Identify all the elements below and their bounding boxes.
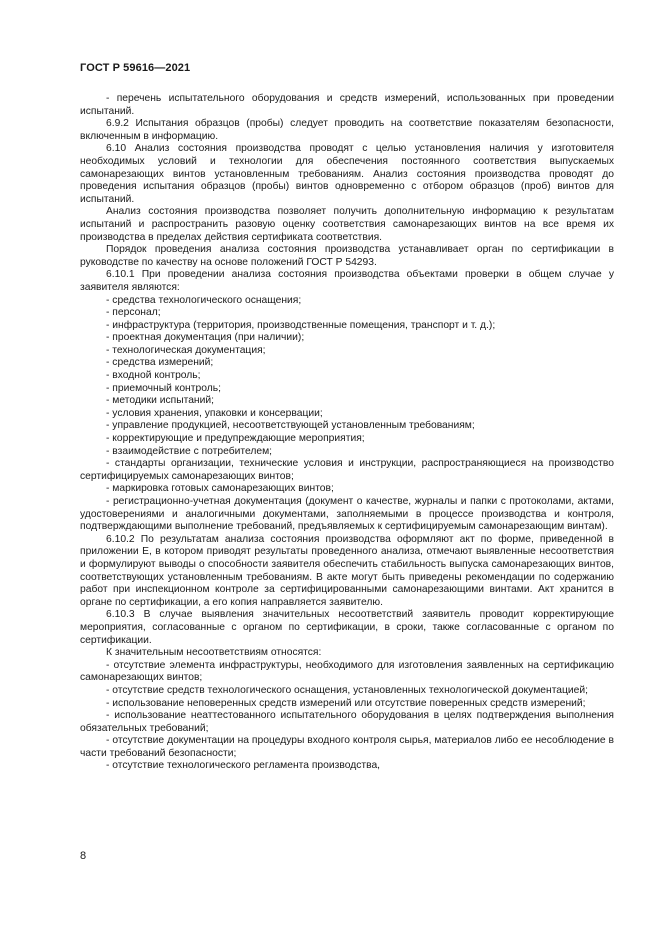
list-item: - управление продукцией, несоответствующей установленным требованиям; [106,420,475,432]
list-item: - средства технологического оснащения; [106,294,302,306]
document-body [80,93,614,773]
paragraph: Порядок проведения анализа состояния производства устанавливает орган по сертификации в руководстве по качеству на основе положений ГОСТ Р 54293. [80,244,614,268]
paragraph: Анализ состояния производства позволяет получить дополнительную информацию к результатам испытаний и распространить разовую оценку соответствия самонарезающих винтов на все время их производства в пределах действия сертификата соответствия. [80,206,614,243]
list-item: - взаимодействие с потребителем; [106,445,273,457]
paragraph: 6.10.2 По результатам анализа состояния производства оформляют акт по форме, приведенной в приложении Е, в котором приводят результаты проведенного анализа, отмечают выявленные несоответствия и формулируют выводы о способности заявителя обеспечить стабильность выпуска самонарезающих винтов, соответствующих установленным требованиям. В акте могут быть приведены рекомендации по содержанию работ при инспекционном контроле за сертифицированными самонарезающими винтами. Акт хранится в органе по сертификации, а его копия направляется заявителю. [80,533,614,608]
list-item: - регистрационно-учетная документация (документ о качестве, журналы и папки с протоколами, актами, удостоверениями и аналогичными документами, заполняемыми в процессе производства и контроля, подтверждающими выполнение требований, предъявляемых к сертифицируемым самонарезающим винтам). [80,496,614,533]
standard-header: ГОСТ Р 59616—2021 [80,62,191,74]
list-item: - условия хранения, упаковки и консервации; [106,407,323,419]
paragraph: К значительным несоответствиям относятся: [106,647,322,659]
list-item: - методики испытаний; [106,395,214,407]
list-item: - инфраструктура (территория, производственные помещения, транспорт и т. д.); [106,319,496,331]
list-item: - отсутствие элемента инфраструктуры, необходимого для изготовления заявленных на сертификацию самонарезающих винтов; [80,659,614,684]
list-item: - отсутствие средств технологического оснащения, установленных технологической документацией; [106,684,589,696]
paragraph: 6.10.3 В случае выявления значительных несоответствий заявитель проводит корректирующие мероприятия, согласованные с органом по сертификации, в сроки, также согласованные с органом по сертификации. [80,609,614,646]
list-item: - использование неповеренных средств измерений или отсутствие поверенных средств измерений; [106,697,586,709]
paragraph: 6.10 Анализ состояния производства проводят с целью установления наличия у изготовителя необходимых условий и технологии для обеспечения постоянного соответствия выпускаемых самонарезающих винтов установленным требованиям. Анализ состояния производства проводят до проведения испытания образцов (пробы) винтов одновременно с отбором образцов (проб) винтов для испытаний. [80,143,614,205]
list-item: - технологическая документация; [106,344,266,356]
list-item: - стандарты организации, технические условия и инструкции, распространяющиеся на производство сертифицируемых самонарезающих винтов; [80,458,614,482]
list-item: - отсутствие технологического регламента производства, [106,760,381,772]
paragraph: 6.9.2 Испытания образцов (пробы) следует проводить на соответствие показателям безопасности, включенным в информацию. [80,118,614,142]
list-item: - отсутствие документации на процедуры входного контроля сырья, материалов либо ее несоблюдение в части требований безопасности; [80,735,614,759]
list-item: - средства измерений; [106,357,214,369]
page-number: 8 [80,850,87,862]
list-item: - использование неаттестованного испытательного оборудования в целях подтверждения выполнения обязательных требований; [80,710,614,734]
paragraph: - перечень испытательного оборудования и средств измерений, использованных при проведении испытаний. [80,93,614,117]
list-item: - маркировка готовых самонарезающих винтов; [106,483,334,495]
paragraph: 6.10.1 При проведении анализа состояния производства объектами проверки в общем случае у заявителя являются: [80,269,614,293]
list-item: - проектная документация (при наличии); [106,332,305,344]
list-item: - приемочный контроль; [106,382,221,394]
list-item: - корректирующие и предупреждающие мероприятия; [106,433,365,445]
list-item: - персонал; [106,307,161,319]
list-item: - входной контроль; [106,370,201,382]
